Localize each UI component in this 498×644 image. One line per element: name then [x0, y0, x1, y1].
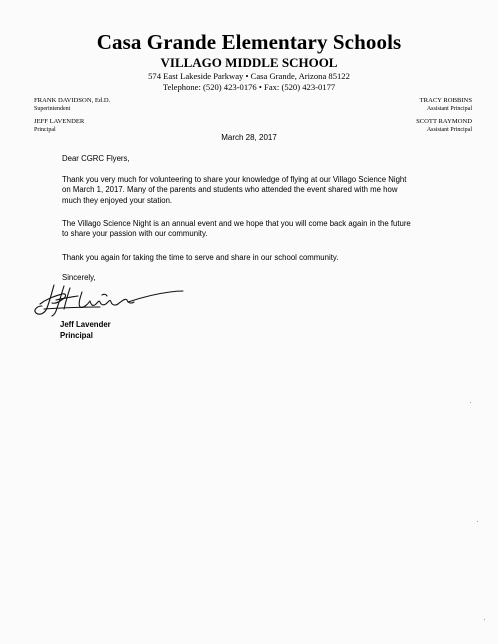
staff-superintendent	[34, 97, 110, 113]
paragraph-line: The Villago Science Night is an annual event and we hope that you will come back again in the future	[62, 219, 411, 228]
paragraph-line: much they enjoyed your station.	[62, 195, 173, 205]
closing: Sincerely,	[62, 273, 96, 282]
paragraph-line: Thank you again for taking the time to serve and share in our school community.	[62, 253, 339, 262]
signer-name: Jeff Lavender	[60, 320, 111, 329]
staff-assistant-principal-1	[420, 97, 472, 113]
staff-title: Superintendent	[34, 106, 71, 112]
school-phone-fax: Telephone: (520) 423-0176 • Fax: (520) 423-0177	[162, 82, 336, 92]
scan-speck	[484, 619, 485, 620]
paragraph-line: to share your passion with our community.	[62, 229, 208, 239]
staff-title: Assistant Principal	[426, 106, 472, 112]
staff-name: FRANK DAVIDSON, Ed.D.	[34, 97, 111, 104]
paragraph-2	[62, 219, 462, 240]
letter-date: March 28, 2017	[221, 133, 277, 142]
staff-title: Principal	[34, 127, 56, 133]
organization-name: Casa Grande Elementary Schools	[96, 30, 402, 54]
scan-speck	[470, 402, 471, 403]
signer-title: Principal	[60, 331, 93, 340]
salutation: Dear CGRC Flyers,	[62, 154, 130, 163]
staff-name: TRACY ROBBINS	[419, 97, 472, 104]
school-name: VILLAGO MIDDLE SCHOOL	[160, 55, 338, 70]
paragraph-3	[62, 253, 462, 263]
staff-name: SCOTT RAYMOND	[416, 118, 472, 125]
handwritten-signature	[30, 282, 190, 322]
paragraph-line: on March 1, 2017. Many of the parents and students who attended the event shared with me how	[62, 185, 398, 195]
staff-title: Assistant Principal	[426, 127, 472, 133]
school-address: 574 East Lakeside Parkway • Casa Grande, Arizona 85122	[148, 71, 350, 81]
paragraph-line: Thank you very much for volunteering to share your knowledge of flying at our Villago Science Night	[62, 175, 407, 184]
staff-name: JEFF LAVENDER	[34, 118, 85, 125]
paragraph-1	[62, 175, 462, 206]
staff-principal	[34, 118, 84, 134]
scan-speck	[477, 521, 478, 522]
staff-assistant-principal-2	[416, 118, 472, 134]
